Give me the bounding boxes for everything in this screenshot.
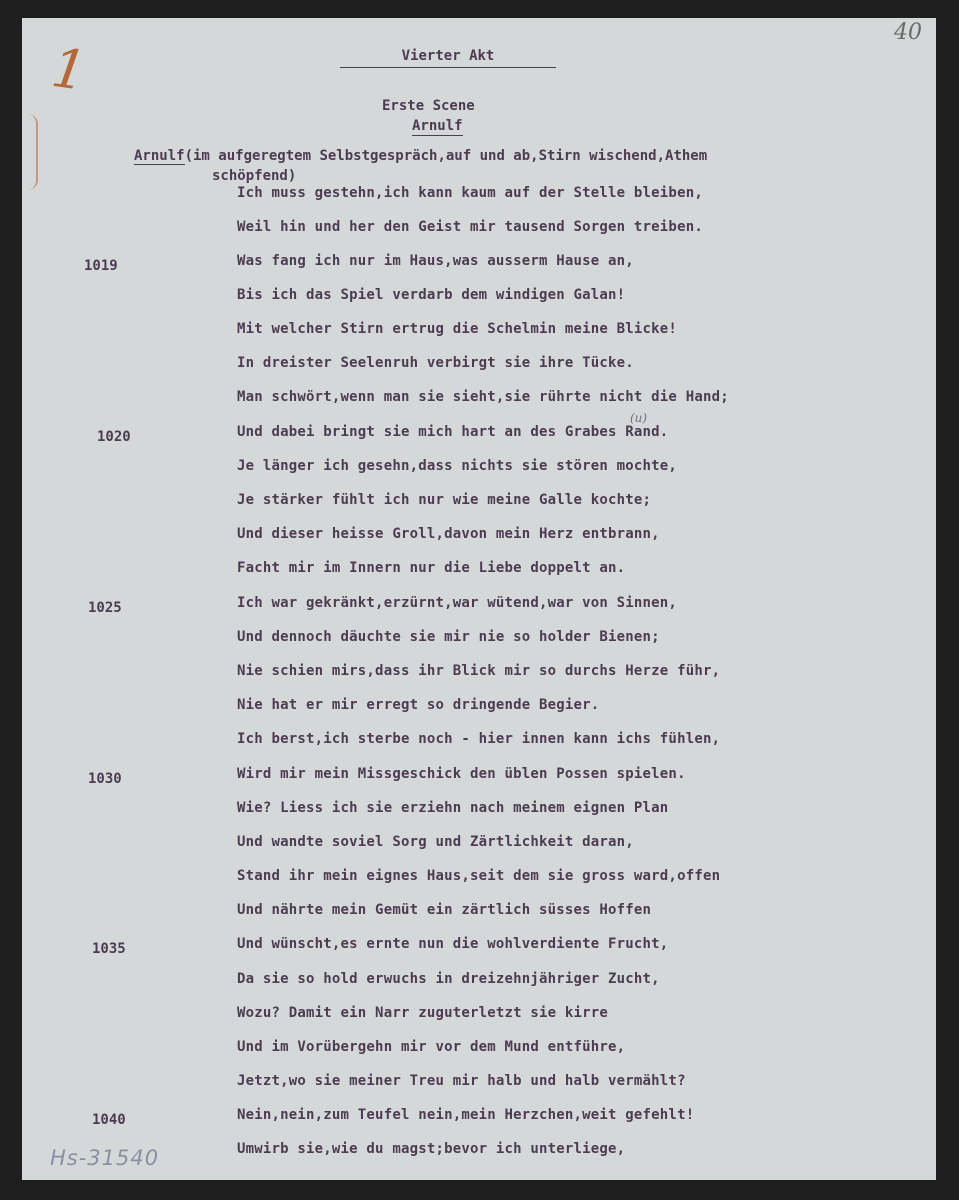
- verse-line: Nie hat er mir erregt so dringende Begier.: [237, 697, 600, 713]
- handwritten-correction: (u): [630, 411, 648, 425]
- stage-direction-continued: schöpfend): [212, 168, 297, 184]
- verse-line: Und dabei bringt sie mich hart an des Grabes Rand.: [237, 424, 669, 440]
- speaker-line: [134, 148, 707, 164]
- verse-line: Ich war gekränkt,erzürnt,war wütend,war von Sinnen,: [237, 595, 678, 611]
- margin-bracket-mark: [22, 114, 38, 190]
- page-number: 40: [894, 20, 922, 45]
- verse-line: Man schwört,wenn man sie sieht,sie rührte nicht die Hand;: [237, 389, 729, 405]
- scene-title: Erste Scene: [382, 98, 475, 114]
- line-number: 1040: [92, 1112, 126, 1128]
- verse-line: Wozu? Damit ein Narr zuguterletzt sie kirre: [237, 1005, 609, 1021]
- line-number: 1035: [92, 941, 126, 957]
- line-number: 1025: [88, 600, 122, 616]
- act-title: Vierter Akt: [340, 48, 556, 68]
- stage-direction: (im aufgeregtem Selbstgespräch,auf und ab,Stirn wischend,Athem: [184, 148, 708, 164]
- typescript-page: [22, 18, 936, 1180]
- verse-line: Nein,nein,zum Teufel nein,mein Herzchen,weit gefehlt!: [237, 1107, 695, 1123]
- verse-line: Wie? Liess ich sie erziehn nach meinem eignen Plan: [237, 800, 669, 816]
- verse-line: Stand ihr mein eignes Haus,seit dem sie gross ward,offen: [237, 868, 721, 884]
- speaker-name: Arnulf: [134, 148, 185, 164]
- verse-line: Wird mir mein Missgeschick den üblen Possen spielen.: [237, 766, 686, 782]
- verse-line: Umwirb sie,wie du magst;bevor ich unterliege,: [237, 1141, 626, 1157]
- verse-line: Und wünscht,es ernte nun die wohlverdiente Frucht,: [237, 936, 669, 952]
- verse-line: Was fang ich nur im Haus,was ausserm Hause an,: [237, 253, 634, 269]
- verse-line: Ich berst,ich sterbe noch - hier innen kann ichs fühlen,: [237, 731, 721, 747]
- archive-stamp: Hs-31540: [50, 1146, 160, 1170]
- verse-line: Und wandte soviel Sorg und Zärtlichkeit daran,: [237, 834, 634, 850]
- verse-line: Mit welcher Stirn ertrug die Schelmin meine Blicke!: [237, 321, 678, 337]
- verse-line: Und nährte mein Gemüt ein zärtlich süsses Hoffen: [237, 902, 652, 918]
- verse-line: Weil hin und her den Geist mir tausend Sorgen treiben.: [237, 219, 703, 235]
- verse-line: Je länger ich gesehn,dass nichts sie stören mochte,: [237, 458, 678, 474]
- verse-line: Bis ich das Spiel verdarb dem windigen Galan!: [237, 287, 626, 303]
- verse-line: Facht mir im Innern nur die Liebe doppelt an.: [237, 560, 626, 576]
- line-number: 1020: [97, 429, 131, 445]
- verse-line: Und dieser heisse Groll,davon mein Herz entbrann,: [237, 526, 660, 542]
- verse-line: Nie schien mirs,dass ihr Blick mir so durchs Herze führ,: [237, 663, 721, 679]
- verse-line: Ich muss gestehn,ich kann kaum auf der Stelle bleiben,: [237, 185, 703, 201]
- verse-line: In dreister Seelenruh verbirgt sie ihre Tücke.: [237, 355, 634, 371]
- line-number: 1019: [84, 258, 118, 274]
- verse-line: Je stärker fühlt ich nur wie meine Galle kochte;: [237, 492, 652, 508]
- verse-line: Jetzt,wo sie meiner Treu mir halb und halb vermählt?: [237, 1073, 686, 1089]
- scene-character: Arnulf: [412, 118, 463, 134]
- verse-line: Und dennoch däuchte sie mir nie so holder Bienen;: [237, 629, 660, 645]
- line-number: 1030: [88, 771, 122, 787]
- verse-line: Da sie so hold erwuchs in dreizehnjähriger Zucht,: [237, 971, 660, 987]
- verse-line: Und im Vorübergehn mir vor dem Mund entführe,: [237, 1039, 626, 1055]
- margin-pencil-mark: 1: [47, 35, 91, 104]
